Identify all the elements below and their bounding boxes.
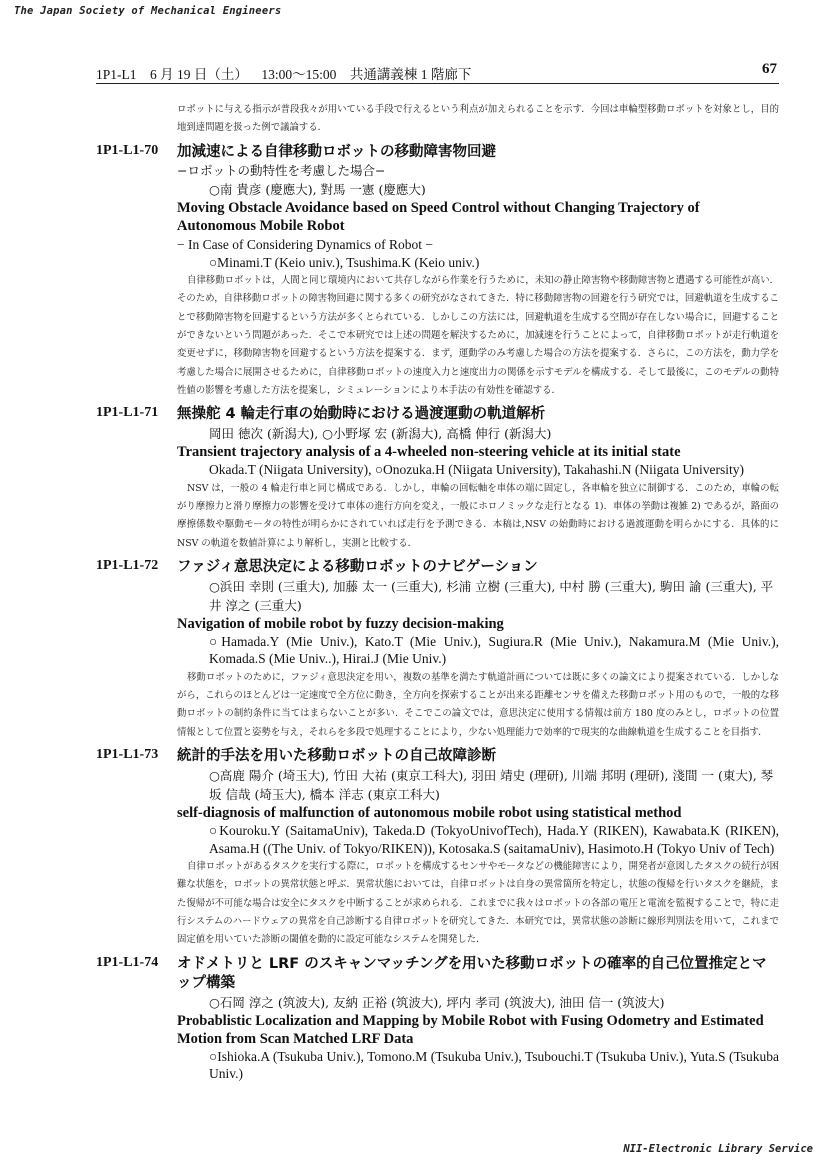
paper-entry <box>96 558 779 742</box>
title-en: self-diagnosis of malfunction of autonomous mobile robot using statistical method <box>177 805 682 822</box>
paper-entry <box>96 955 779 1083</box>
paper-id: 1P1-L1-72 <box>96 557 159 573</box>
subtitle-ja: −ロボットの動特性を考慮した場合− <box>177 162 386 178</box>
authors-en: Okada.T (Niigata University), ○Onozuka.H (Niigata University), Takahashi.N (Niigata University) <box>209 462 744 478</box>
title-ja: 加減速による自律移動ロボットの移動障害物回避 <box>177 143 496 160</box>
paper-id: 1P1-L1-71 <box>96 405 159 421</box>
authors-ja: 岡田 徳次 (新潟大), ○小野塚 宏 (新潟大), 高橋 伸行 (新潟大) <box>209 426 552 442</box>
title-en: Probablistic Localization and Mapping by Mobile Robot with Fusing Odometry and Estimated Motion from Scan Matched LRF Data <box>177 1012 764 1047</box>
abstract: 自律ロボットがあるタスクを実行する際に，ロボットを構成するセンサやモータなどの機能障害により，開発者が意図したタスクの続行が困難な状態を，ロボットの異常状態と呼ぶ．異常状態においては，自律ロボットは自身の異常箇所を特定し，状態の復帰を行いタスクを継続，また復帰が不可能な場合は安全にタスクを中断することが求められる．これまでに我々はロボットの各部の電圧と電流を監視することで，特に走行システムのハードウェアの異常を自己診断する自律ロボットを研究してきた．本研究では，異常状態の診断に線形判別法を用いて，これまで固定値を用いていた診断の閾値を動的に設定可能なシステムを開発した． <box>177 861 779 946</box>
authors-ja: ○南 貴彦 (慶應大), 對馬 一憲 (慶應大) <box>209 181 426 197</box>
page-number: 67 <box>762 61 777 77</box>
title-ja: ファジィ意思決定による移動ロボットのナビゲーション <box>177 558 538 575</box>
paper-entry <box>96 405 779 553</box>
title-en: Navigation of mobile robot by fuzzy decision-making <box>177 615 504 632</box>
title-en: Moving Obstacle Avoidance based on Speed Control without Changing Trajectory of Autonomous Mobile Robot <box>177 199 700 234</box>
top-banner: The Japan Society of Mechanical Engineers <box>14 5 282 17</box>
subtitle-en: − In Case of Considering Dynamics of Robot − <box>177 236 433 252</box>
title-en: Transient trajectory analysis of a 4-wheeled non-steering vehicle at its initial state <box>177 444 681 461</box>
authors-ja: ○石岡 淳之 (筑波大), 友納 正裕 (筑波大), 坪内 孝司 (筑波大), 油田 信一 (筑波大) <box>209 994 665 1010</box>
abstract: 自律移動ロボットは，人間と同じ環境内において共存しながら作業を行うために，未知の静止障害物や移動障害物と遭遇する可能性が高い．そのため，自律移動ロボットの障害物回避に関する多くの研究がなされてきた．特に移動障害物の回避を行う研究では，回避軌道を生成することで移動障害物を回避するという方法が多くとられている．しかしこの方法には，回避軌道を生成する空間が存在しない場合に，回避することができないという問題があった．そこで本研究では上述の問題を解決するために，加減速を行うことによって，自律移動ロボットが走行軌道を変更せずに，移動障害物を回避するという方法を提案する．まず，運動学のみ考慮した場合の方法を提案する．さらに，この方法を，動力学を考慮した場合に展開させるために，自律移動ロボットの速度入力と速度出力の関係を示すモデルを構成する．そして最後に，このモデルの動特性値の影響を考慮した方法を提案し，シミュレーションにより本手法の有効性を確認する． <box>177 275 779 396</box>
title-ja: 無操舵 4 輪走行車の始動時における過渡運動の軌道解析 <box>177 406 546 423</box>
title-ja: 統計的手法を用いた移動ロボットの自己故障診断 <box>177 748 496 765</box>
authors-en: ○Ishioka.A (Tsukuba Univ.), Tomono.M (Tsukuba Univ.), Tsubouchi.T (Tsukuba Univ.), Yuta.S (Tsukuba Univ.) <box>209 1048 779 1082</box>
authors-en: ○Kouroku.Y (SaitamaUniv), Takeda.D (TokyoUnivofTech), Hada.Y (RIKEN), Kawabata.K (RIKEN), Asama.H ((The Univ. of Tokyo/RIKEN)), Kotosaka.S (saitamaUniv), Hasimoto.H (Tokyo Univ of Tech) <box>209 823 779 856</box>
bottom-banner: NII-Electronic Library Service <box>623 1143 813 1155</box>
paper-id: 1P1-L1-70 <box>96 142 159 158</box>
paper-id: 1P1-L1-74 <box>96 954 159 970</box>
paper-entry <box>96 143 779 401</box>
page-header <box>96 63 779 84</box>
continued-abstract: ロボットに与える指示が普段我々が用いている手段で行えるという利点が加えられることを示す．今回は車輪型移動ロボットを対象とし，目的地到達問題を扱った例で議論する． <box>177 104 779 134</box>
title-ja: オドメトリと LRF のスキャンマッチングを用いた移動ロボットの確率的自己位置推定とマップ構築 <box>177 955 767 991</box>
abstract: NSV は，一般の 4 輪走行車と同じ構成である．しかし，車輪の回転軸を車体の端に固定し，各車輪を独立に制御する．このため，車輪の転がり摩擦力と滑り摩擦力の影響を受けて車体の進行方向を変え，一般にホロノミックな走行となる 1)．車体の挙動は複雑 2) であるが，路面の摩擦係数や駆動モータの特性が明らかにされていれば走行を予測できる．本稿は,NSV の始動時における過渡運動を明らかにする．具体的に NSV の軌道を数値計算により解析し，実測と比較する． <box>177 482 779 549</box>
authors-en: ○Hamada.Y (Mie Univ.), Kato.T (Mie Univ.), Sugiura.R (Mie Univ.), Nakamura.M (Mie Univ.), Komada.S (Mie Univ..), Hirai.J (Mie Univ.) <box>209 633 779 667</box>
authors-ja: ○高鹿 陽介 (埼玉大), 竹田 大祐 (東京工科大), 羽田 靖史 (理研), 川端 邦明 (理研), 淺間 一 (東大), 琴坂 信哉 (埼玉大), 橋本 洋志 (東京工科大) <box>209 768 774 803</box>
paper-id: 1P1-L1-73 <box>96 747 159 763</box>
abstract: 移動ロボットのために，ファジィ意思決定を用い，複数の基準を満たす軌道計画については既に多くの論文により提案されている．しかしながら，これらのほとんどは一定速度で全方位に動き，全方向を探索することが出来る距離センサを備えた移動ロボット用のもので，一般的な移動ロボットの制約条件に当てはまらないことが多い．そこでこの論文では，意思決定に使用する情報は前方 180 度のみとし，ロボットの位置情報として位置と姿勢を与え，それらを多段で処理することにより，少ない処理能力で効率的で現実的な曲線軌道を生成することを目指す． <box>177 671 779 738</box>
session-info: 1P1-L1 6 月 19 日（土） 13:00〜15:00 共通講義棟 1 階廊下 <box>96 67 472 82</box>
page-content <box>96 101 779 1083</box>
paper-entry <box>96 747 779 949</box>
authors-en: ○Minami.T (Keio univ.), Tsushima.K (Keio univ.) <box>209 254 480 270</box>
authors-ja: ○浜田 幸則 (三重大), 加藤 太一 (三重大), 杉浦 立樹 (三重大), 中村 勝 (三重大), 駒田 諭 (三重大), 平井 淳之 (三重大) <box>209 578 774 613</box>
